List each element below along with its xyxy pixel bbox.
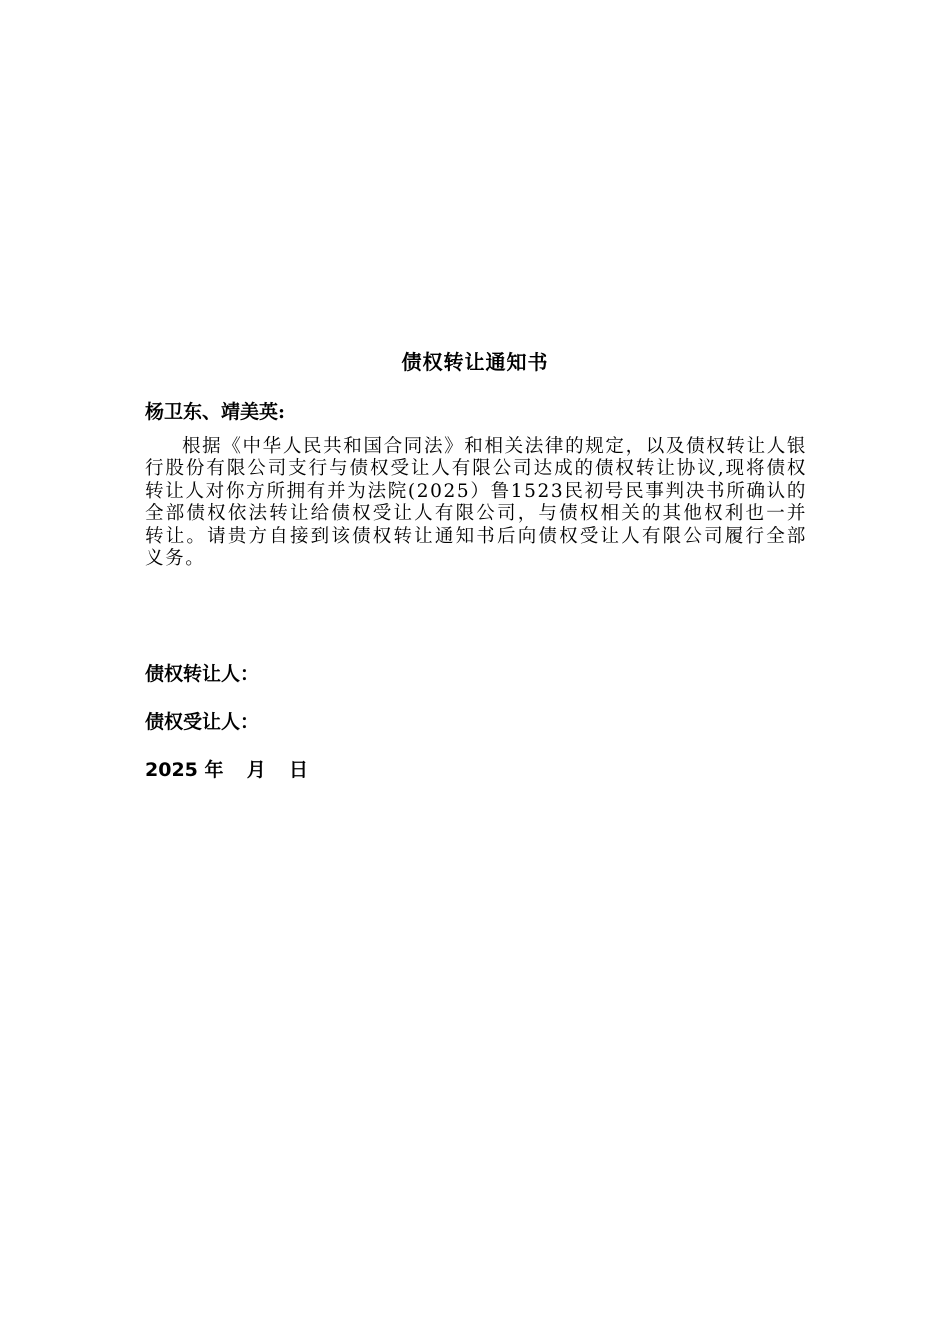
- date-year: 2025: [145, 759, 198, 781]
- date-line: [145, 757, 308, 783]
- transferor-label: 债权转让人：: [145, 663, 260, 685]
- body-paragraph: 根据《中华人民共和国合同法》和相关法律的规定，以及债权转让人银行股份有限公司支行与债权受让人有限公司达成的债权转让协议,现将债权转让人对你方所拥有并为法院(2025）鲁1523民初号民事判决书所确认的全部债权依法转让给债权受让人有限公司，与债权相关的其他权利也一并转让。请贵方自接到该债权转让通知书后向债权受让人有限公司履行全部义务。: [145, 436, 807, 570]
- transferee-label: 债权受让人：: [145, 711, 260, 733]
- document-title: 债权转让通知书: [401, 350, 549, 374]
- date-day-unit: 日: [289, 759, 309, 781]
- addressee: 杨卫东、靖美英:: [145, 401, 286, 423]
- date-year-unit: 年: [204, 759, 224, 781]
- date-month-unit: 月: [246, 759, 266, 781]
